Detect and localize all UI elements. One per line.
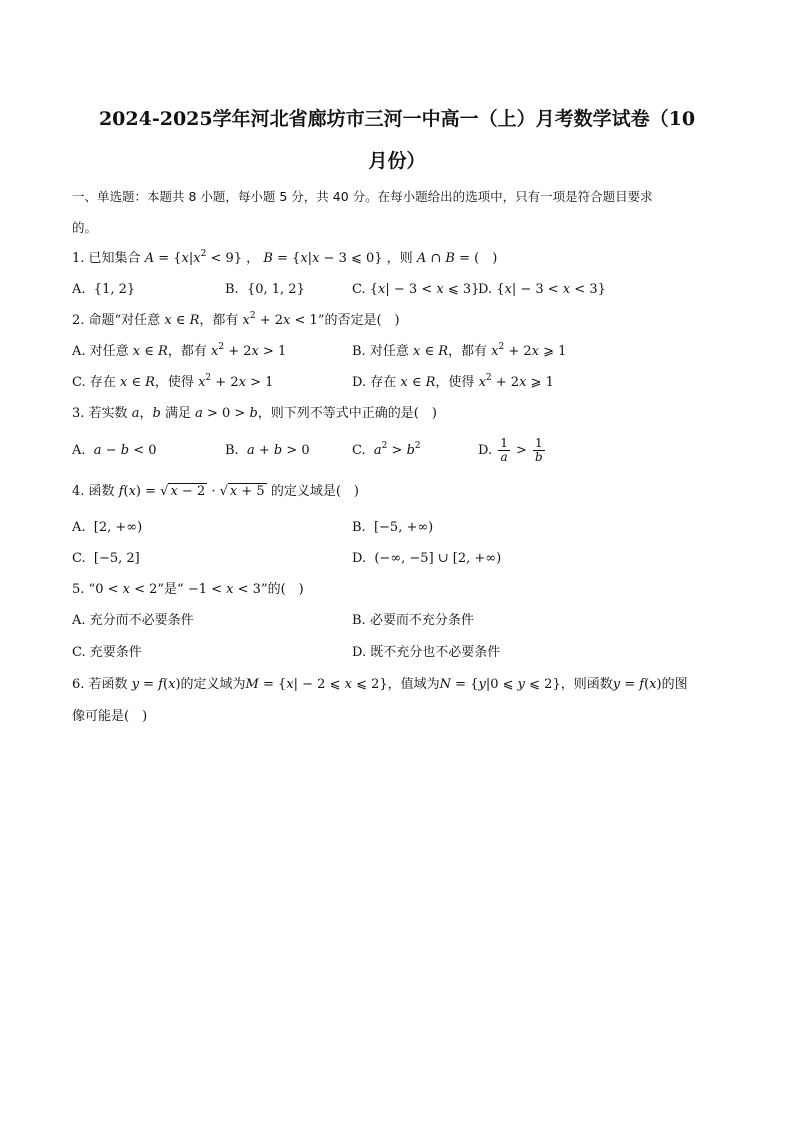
q1-intersection: A [416,251,427,266]
q1-option-d: D. {x| − 3 < x < 3} [478,282,606,297]
question-4-stem: 4. 函数 f(x) = √ x − 2 · √ x + 5 的定义域是( ) [72,484,359,499]
q1-text: ，则 [386,251,413,266]
question-5-stem: 5. “0 < x < 2”是“ −1 < x < 3”的( ) [72,582,304,597]
q3-option-b: B. a + b > 0 [225,443,310,458]
q2-option-a: A. 对任意 x ∈ R，都有 $x^2 + 2x > 1$ [72,342,287,359]
q5-option-a: A. 充分而不必要条件 [72,613,194,628]
q1-set-b: B [263,251,273,266]
section-heading: 一、单选题：本题共 8 小题，每小题 5 分，共 40 分。在每小题给出的选项中，只有一项是符合题目要求 [72,189,653,204]
q2-option-c: C. 存在 x ∈ R，使得 $x^2 + 2x > 1$ [72,373,274,390]
question-3-stem: 3. 若实数 a，b 满足 a > 0 > b，则下列不等式中正确的是( ) [72,406,437,421]
question-1-stem: 1. 已知集合 $A = \{x|x^2 < 9\}$ ， B = {x|x − 3 ⩽ 0} ，则 A ∩ B = ( ) [72,249,498,266]
q4-option-a: A. [2, +∞) [72,520,143,535]
q3-option-c: C. $a^2 > b^2$ [352,441,421,458]
q4-option-b: B. [−5, +∞) [352,520,434,535]
q5-option-c: C. 充要条件 [72,645,142,660]
q2-option-b: B. 对任意 x ∈ R，都有 $x^2 + 2x$ ⩾ 1 [352,342,567,359]
q4-option-d: D. (−∞, −5] ∪ [2, +∞) [352,551,502,566]
q5-option-d: D. 既不充分也不必要条件 [352,645,501,660]
exam-title-line1: 2024-2025学年河北省廊坊市三河一中高一（上）月考数学试卷（10 [98,108,696,130]
q1-option-c: C. {x| − 3 < x ⩽ 3} [352,282,480,297]
exam-title-line2: 月份） [368,150,426,172]
q1-option-a: A. {1, 2} [72,282,136,297]
q4-option-c: C. [−5, 2] [72,551,140,566]
q5-option-b: B. 必要而不充分条件 [352,613,474,628]
question-6-stem: 6. 若函数 y = f(x)的定义域为M = {x| − 2 ⩽ x ⩽ 2}，值域为N = {y|0 ⩽ y ⩽ 2}，则函数y = f(x)的图 [72,677,688,692]
question-6-stem-cont: 像可能是( ) [72,709,148,724]
q1-text: ( ) [474,251,498,266]
section-heading-cont: 的。 [72,220,98,235]
q1-text: 1. 已知集合 [72,251,141,266]
fraction-1-over-b: $\frac{1}{b}$ [535,436,543,464]
q1-option-b: B. {0, 1, 2} [225,282,305,297]
q1-set-a: A [144,251,155,266]
q3-option-d: D. $\frac{1}{a}$ > $\frac{1}{b}$ [478,436,543,464]
q1-text: ， [246,251,260,266]
q3-option-a: A. a − b < 0 [72,443,157,458]
question-2-stem: 2. 命题“对任意 x ∈ R，都有 $x^2 + 2x < 1$”的否定是( ) [72,311,400,328]
fraction-1-over-a: $\frac{1}{a}$ [500,436,508,464]
q2-option-d: D. 存在 x ∈ R，使得 $x^2 + 2x$ ⩾ 1 [352,373,554,390]
